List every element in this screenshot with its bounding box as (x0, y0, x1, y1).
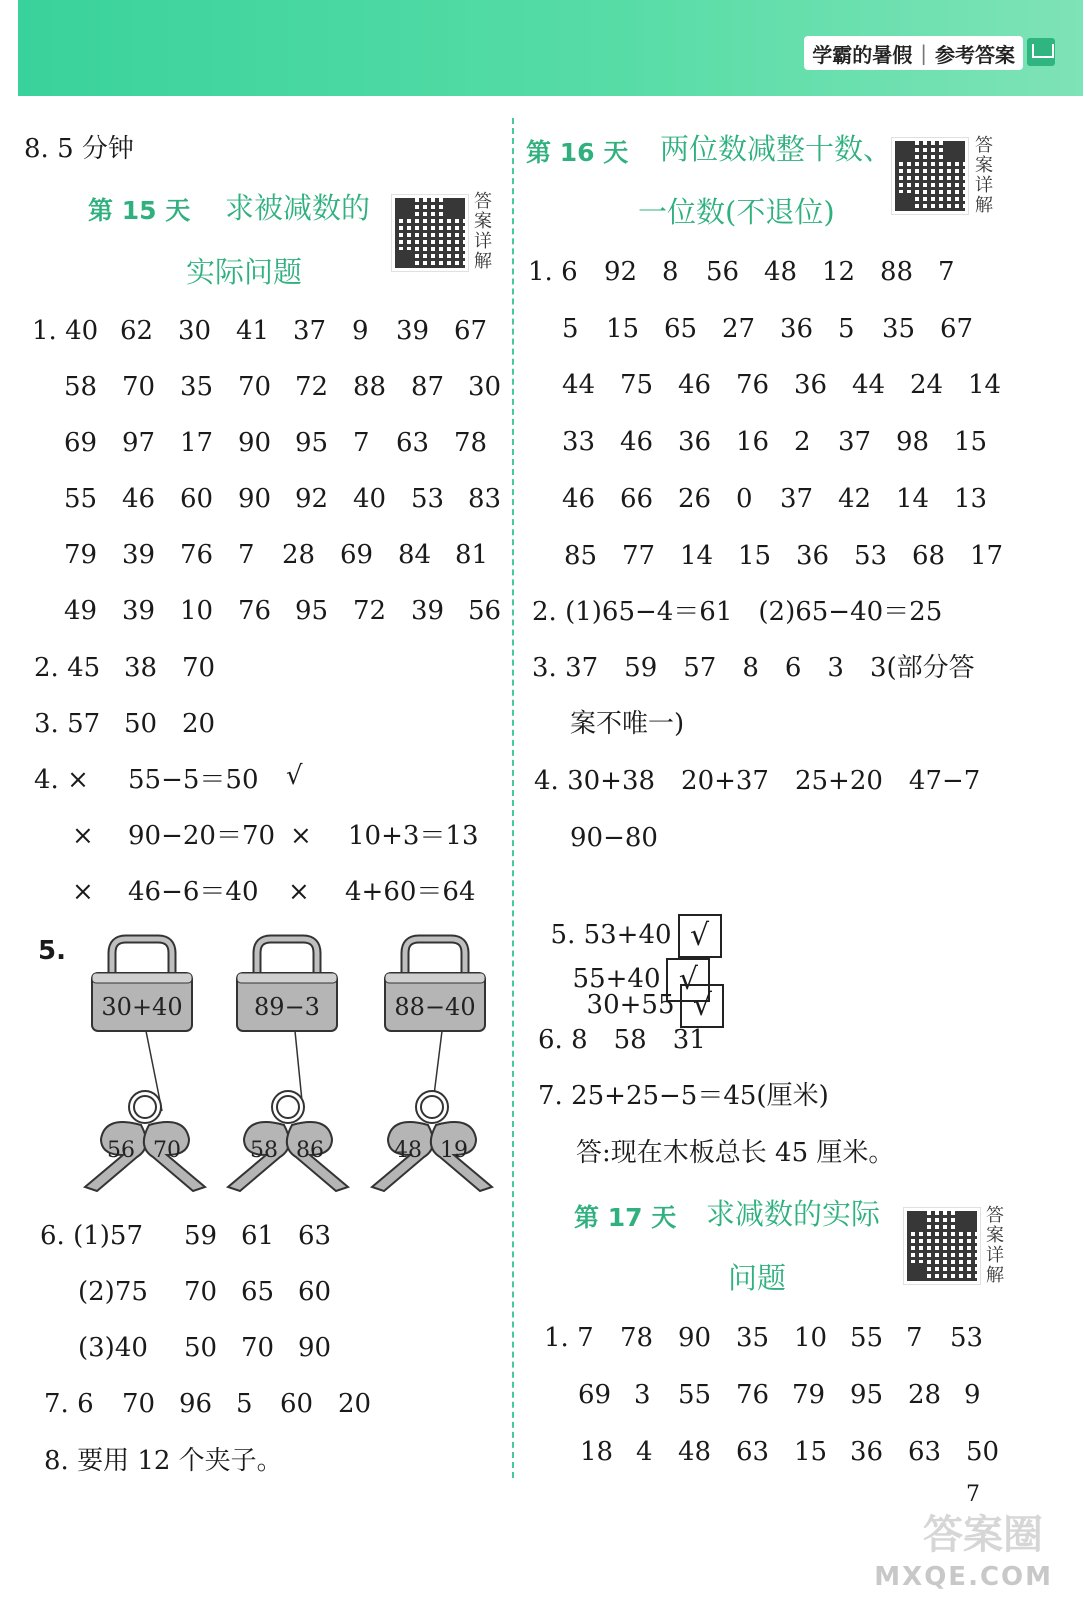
cell: 10 (794, 1323, 828, 1353)
cell: 95 (295, 596, 329, 626)
cell: 46 (678, 370, 712, 400)
left-q2: 2. 45 (34, 653, 101, 683)
cell: 49 (64, 596, 98, 626)
key-pair-2 (228, 1091, 348, 1191)
day16-topic-a: 两位数减整十数、 (660, 132, 893, 166)
cell: 42 (838, 484, 872, 514)
day17-topic-b: 问题 (728, 1261, 787, 1295)
cell: 77 (622, 541, 656, 571)
cell: 97 (122, 428, 156, 458)
cell: 40 (353, 484, 387, 514)
cell: 14 (968, 370, 1002, 400)
cell: 17 (180, 428, 214, 458)
left-q4: 4. × (34, 765, 89, 795)
cell: 46 (562, 484, 596, 514)
cell: 0 (736, 484, 753, 514)
left-q4: √ (286, 761, 303, 791)
book-icon (1027, 38, 1055, 66)
watermark: MXQE.COM (874, 1562, 1053, 1592)
left-q6: 63 (298, 1221, 332, 1251)
left-q7: 5 (236, 1389, 253, 1419)
cell: 92 (295, 484, 329, 514)
left-q8: 8. 要用 12 个夹子。 (44, 1446, 283, 1476)
cell: 79 (64, 540, 98, 570)
page-number: 7 (966, 1482, 980, 1507)
qr-code-icon[interactable] (904, 1208, 980, 1284)
right-q4-line2: 90−80 (570, 823, 658, 853)
left-q6: 65 (241, 1277, 275, 1307)
cell: 44 (562, 370, 596, 400)
cell: 27 (722, 314, 756, 344)
cell: 39 (396, 316, 430, 346)
header-tag (804, 36, 1023, 70)
cell: 37 (838, 427, 872, 457)
day15-topic-a: 求被减数的 (225, 191, 371, 225)
right-q6: 6. 8 58 31 (538, 1025, 706, 1055)
cell: 63 (396, 428, 430, 458)
cell: 14 (680, 541, 714, 571)
cell: 33 (562, 427, 596, 457)
watermark-logo: 答案圈 (923, 1512, 1043, 1558)
cell: 58 (64, 372, 98, 402)
cell: 76 (736, 1380, 770, 1410)
left-q3: 50 (124, 709, 158, 739)
cell: 90 (678, 1323, 712, 1353)
day16-topic-b: 一位数(不退位) (638, 195, 835, 229)
cell: 44 (852, 370, 886, 400)
left-q2: 70 (182, 653, 216, 683)
cell: 36 (678, 427, 712, 457)
cell: 70 (238, 372, 272, 402)
checkmark-icon: √ (680, 984, 724, 1028)
cell: 15 (794, 1437, 828, 1467)
cell: 75 (620, 370, 654, 400)
cell: 7 (238, 540, 255, 570)
right-q5-line2 (570, 958, 724, 1028)
qr-code-icon[interactable] (892, 138, 968, 214)
left-q7: 96 (179, 1389, 213, 1419)
lock-3 (385, 939, 485, 1031)
cell: 55 (850, 1323, 884, 1353)
cell: 35 (882, 314, 916, 344)
cell: 7 (938, 257, 955, 287)
cell: 8 (662, 257, 679, 287)
q5-expr-3: 30+55 (586, 990, 675, 1020)
header-title: 学霸的暑假 (812, 42, 913, 67)
left-q4: × (290, 821, 312, 851)
cell: 5 (562, 314, 579, 344)
header-banner (18, 0, 1083, 96)
left-q6: 61 (241, 1221, 275, 1251)
cell: 35 (180, 372, 214, 402)
cell: 26 (678, 484, 712, 514)
cell: 92 (604, 257, 638, 287)
left-q6: 59 (184, 1221, 218, 1251)
key-3a-label: 48 (394, 1138, 422, 1163)
cell: 30 (468, 372, 502, 402)
day17-topic-a: 求减数的实际 (706, 1197, 881, 1231)
cell: 53 (854, 541, 888, 571)
cell: 88 (880, 257, 914, 287)
cell: 15 (738, 541, 772, 571)
left-q4: × (72, 877, 94, 907)
left-q7: 70 (122, 1389, 156, 1419)
lock-1-label: 30+40 (101, 993, 183, 1021)
cell: 79 (792, 1380, 826, 1410)
day17-label: 第 17 天 (574, 1203, 677, 1232)
cell: 56 (468, 596, 502, 626)
key-1b-label: 70 (153, 1138, 181, 1163)
cell: 90 (238, 428, 272, 458)
cell: 72 (353, 596, 387, 626)
cell: 46 (122, 484, 156, 514)
left-q7: 7. 6 (44, 1389, 94, 1419)
cell: 50 (966, 1437, 1000, 1467)
cell: 69 (64, 428, 98, 458)
cell: 37 (780, 484, 814, 514)
lock-2-label: 89−3 (254, 993, 320, 1021)
cell: 36 (796, 541, 830, 571)
checkmark-icon: √ (678, 914, 722, 958)
cell: 5 (838, 314, 855, 344)
cell: 1. 7 (544, 1323, 594, 1353)
cell: 1. 6 (528, 257, 578, 287)
cell: 30 (178, 316, 212, 346)
cell: 7 (353, 428, 370, 458)
cell: 16 (736, 427, 770, 457)
left-q4: × (288, 877, 310, 907)
left-q3: 20 (182, 709, 216, 739)
left-q7: 60 (280, 1389, 314, 1419)
key-2a-label: 58 (250, 1138, 278, 1163)
left-q6: 50 (184, 1333, 218, 1363)
cell: 9 (352, 316, 369, 346)
left-q3: 3. 57 (34, 709, 101, 739)
qr-label: 答案详解 (986, 1205, 1004, 1286)
left-q6: 90 (298, 1333, 332, 1363)
left-q4: 4+60＝64 (345, 877, 476, 907)
cell: 78 (454, 428, 488, 458)
column-divider (512, 118, 514, 1478)
q5-expr-1: 5. 53+40 (550, 920, 672, 950)
cell: 56 (706, 257, 740, 287)
cell: 78 (620, 1323, 654, 1353)
cell: 14 (896, 484, 930, 514)
lock-3-label: 88−40 (394, 993, 476, 1021)
day15-topic-b: 实际问题 (186, 255, 303, 289)
right-q4-line1: 4. 30+38 20+37 25+20 47−7 (534, 766, 981, 796)
cell: 63 (908, 1437, 942, 1467)
cell: 98 (896, 427, 930, 457)
left-q4: 10+3＝13 (348, 821, 479, 851)
cell: 69 (340, 540, 374, 570)
cell: 53 (411, 484, 445, 514)
left-q6: (2)75 (78, 1277, 148, 1307)
cell: 18 (580, 1437, 614, 1467)
cell: 37 (293, 316, 327, 346)
header-separator: | (920, 41, 927, 65)
cell: 81 (455, 540, 489, 570)
left-q5-label: 5. (38, 936, 66, 966)
cell: 1. 40 (32, 316, 99, 346)
right-q7-line1: 7. 25+25−5＝45(厘米) (538, 1081, 829, 1111)
cell: 48 (764, 257, 798, 287)
checkmark-icon: √ (666, 958, 710, 1002)
left-q4: × (72, 821, 94, 851)
cell: 17 (970, 541, 1004, 571)
right-q2: 2. (1)65−4＝61 (2)65−40＝25 (532, 597, 943, 627)
cell: 76 (238, 596, 272, 626)
cell: 35 (736, 1323, 770, 1353)
left-line-8: 8. 5 分钟 (24, 134, 134, 164)
cell: 48 (678, 1437, 712, 1467)
left-q6: 70 (241, 1333, 275, 1363)
cell: 46 (620, 427, 654, 457)
cell: 76 (736, 370, 770, 400)
cell: 39 (122, 596, 156, 626)
right-q7-line2: 答:现在木板总长 45 厘米。 (576, 1138, 895, 1168)
cell: 72 (295, 372, 329, 402)
cell: 4 (636, 1437, 653, 1467)
cell: 69 (578, 1380, 612, 1410)
lock-1 (92, 939, 192, 1031)
cell: 13 (954, 484, 988, 514)
cell: 83 (468, 484, 502, 514)
cell: 39 (122, 540, 156, 570)
cell: 55 (678, 1380, 712, 1410)
cell: 15 (606, 314, 640, 344)
cell: 67 (940, 314, 974, 344)
locks-keys-diagram (70, 925, 510, 1200)
cell: 68 (912, 541, 946, 571)
cell: 36 (794, 370, 828, 400)
cell: 85 (564, 541, 598, 571)
cell: 62 (120, 316, 154, 346)
left-q6: (3)40 (78, 1333, 148, 1363)
cell: 95 (295, 428, 329, 458)
cell: 28 (908, 1380, 942, 1410)
cell: 55 (64, 484, 98, 514)
cell: 90 (238, 484, 272, 514)
key-pair-3 (372, 1091, 492, 1191)
qr-code-icon[interactable] (392, 195, 468, 271)
cell: 2 (794, 427, 811, 457)
left-q7: 20 (338, 1389, 372, 1419)
cell: 3 (634, 1380, 651, 1410)
cell: 10 (180, 596, 214, 626)
right-q3-line1: 3. 37 59 57 8 6 3 3(部分答 (532, 653, 975, 683)
cell: 53 (950, 1323, 984, 1353)
left-q6: 70 (184, 1277, 218, 1307)
cell: 84 (398, 540, 432, 570)
cell: 76 (180, 540, 214, 570)
cell: 70 (122, 372, 156, 402)
left-q4: 46−6＝40 (128, 877, 259, 907)
cell: 63 (736, 1437, 770, 1467)
key-1a-label: 56 (107, 1138, 135, 1163)
cell: 9 (964, 1380, 981, 1410)
right-q3-line2: 案不唯一) (570, 709, 685, 739)
cell: 41 (236, 316, 270, 346)
left-q4: 55−5＝50 (128, 765, 259, 795)
cell: 36 (780, 314, 814, 344)
cell: 7 (906, 1323, 923, 1353)
key-3b-label: 19 (440, 1138, 468, 1163)
cell: 39 (411, 596, 445, 626)
left-q6: 6. (1)57 (40, 1221, 143, 1251)
cell: 95 (850, 1380, 884, 1410)
cell: 67 (454, 316, 488, 346)
key-pair-1 (85, 1091, 205, 1191)
left-q4: 90−20＝70 (128, 821, 276, 851)
header-subtitle: 参考答案 (935, 42, 1015, 67)
q5-expr-2: 55+40 (572, 964, 661, 994)
day15-label: 第 15 天 (88, 196, 191, 225)
cell: 65 (664, 314, 698, 344)
key-2b-label: 86 (296, 1138, 324, 1163)
cell: 12 (822, 257, 856, 287)
qr-label: 答案详解 (474, 191, 492, 272)
left-q6: 60 (298, 1277, 332, 1307)
cell: 66 (620, 484, 654, 514)
cell: 87 (411, 372, 445, 402)
qr-label: 答案详解 (975, 135, 993, 216)
day16-label: 第 16 天 (526, 138, 629, 167)
left-q2: 38 (124, 653, 158, 683)
cell: 28 (282, 540, 316, 570)
cell: 15 (954, 427, 988, 457)
cell: 60 (180, 484, 214, 514)
cell: 24 (910, 370, 944, 400)
lock-2 (237, 939, 337, 1031)
cell: 88 (353, 372, 387, 402)
cell: 36 (850, 1437, 884, 1467)
